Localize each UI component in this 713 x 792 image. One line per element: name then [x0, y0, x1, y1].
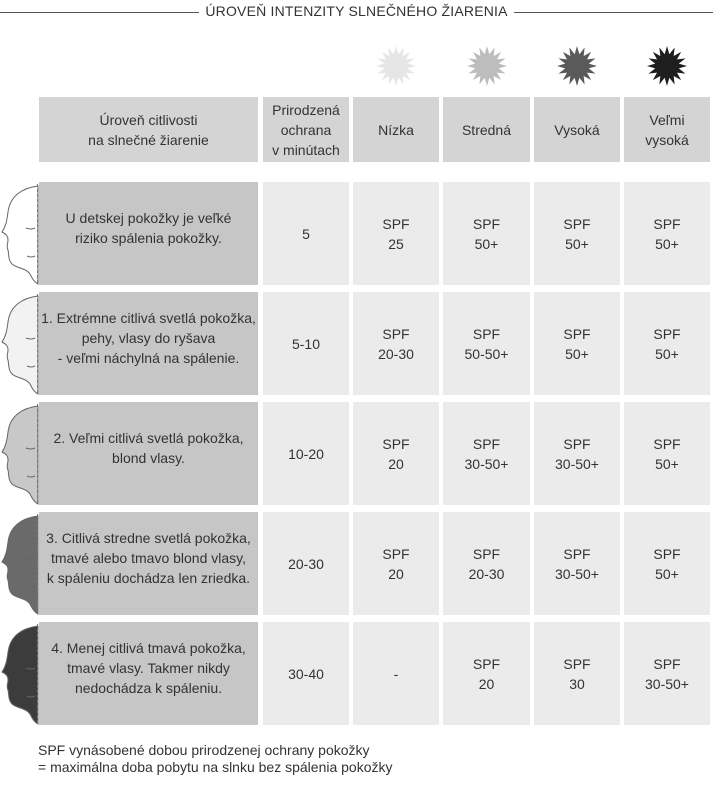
- spf-medium: SPF 20-30: [443, 512, 530, 615]
- face-icon: [0, 292, 40, 396]
- spf-medium: SPF 20: [443, 622, 530, 725]
- spf-high: SPF 50+: [534, 292, 620, 395]
- spf-low: -: [353, 622, 439, 725]
- spf-high: SPF 50+: [534, 182, 620, 285]
- footnote: SPF vynásobené dobou prirodzenej ochrany pokožky = maximálna doba pobytu na slnku bez spálenia pokožky: [38, 742, 393, 775]
- face-divider: [37, 624, 38, 723]
- sun-very-high-icon: [645, 44, 689, 88]
- row-description: 3. Citlivá stredne svetlá pokožka, tmavé alebo tmavo blond vlasy, k spáleniu dochádza len zriedka.: [39, 512, 258, 615]
- row-natural-minutes: 5-10: [263, 292, 349, 395]
- spf-medium: SPF 50+: [443, 182, 530, 285]
- spf-very-high: SPF 50+: [624, 182, 710, 285]
- row-natural-minutes: 10-20: [263, 402, 349, 505]
- row-natural-minutes: 5: [263, 182, 349, 285]
- face-icon: [0, 182, 40, 286]
- spf-medium: SPF 30-50+: [443, 402, 530, 505]
- header-level-high: Vysoká: [534, 97, 620, 162]
- face-divider: [37, 184, 38, 283]
- spf-very-high: SPF 50+: [624, 402, 710, 505]
- row-natural-minutes: 30-40: [263, 622, 349, 725]
- spf-high: SPF 30: [534, 622, 620, 725]
- header-level-low: Nízka: [353, 97, 439, 162]
- sun-low-icon: [374, 44, 418, 88]
- title-row: [0, 0, 713, 26]
- face-icon: [0, 402, 40, 506]
- spf-low: SPF 20: [353, 402, 439, 505]
- sun-high-icon: [555, 44, 599, 88]
- row-description: U detskej pokožky je veľké riziko spálenia pokožky.: [39, 182, 258, 285]
- face-divider: [37, 404, 38, 503]
- sun-medium-icon: [465, 44, 509, 88]
- header-sensitivity: Úroveň citlivosti na slnečné žiarenie: [39, 97, 258, 162]
- spf-low: SPF 20-30: [353, 292, 439, 395]
- row-description: 1. Extrémne citlivá svetlá pokožka, pehy, vlasy do ryšava - veľmi náchylná na spálenie.: [39, 292, 258, 395]
- spf-low: SPF 20: [353, 512, 439, 615]
- face-divider: [37, 514, 38, 613]
- spf-high: SPF 30-50+: [534, 512, 620, 615]
- page-title: ÚROVEŇ INTENZITY SLNEČNÉHO ŽIARENIA: [0, 3, 713, 19]
- row-description: 2. Veľmi citlivá svetlá pokožka, blond vlasy.: [39, 402, 258, 505]
- row-natural-minutes: 20-30: [263, 512, 349, 615]
- header-level-medium: Stredná: [443, 97, 530, 162]
- face-divider: [37, 294, 38, 393]
- row-description: 4. Menej citlivá tmavá pokožka, tmavé vlasy. Takmer nikdy nedochádza k spáleniu.: [39, 622, 258, 725]
- face-icon: [0, 512, 40, 616]
- spf-very-high: SPF 50+: [624, 512, 710, 615]
- spf-very-high: SPF 30-50+: [624, 622, 710, 725]
- header-natural-protection: Prirodzená ochrana v minútach: [263, 97, 349, 162]
- spf-medium: SPF 50-50+: [443, 292, 530, 395]
- spf-low: SPF 25: [353, 182, 439, 285]
- face-icon: [0, 622, 40, 726]
- header-level-very-high: Veľmi vysoká: [624, 97, 710, 162]
- spf-high: SPF 30-50+: [534, 402, 620, 505]
- spf-very-high: SPF 50+: [624, 292, 710, 395]
